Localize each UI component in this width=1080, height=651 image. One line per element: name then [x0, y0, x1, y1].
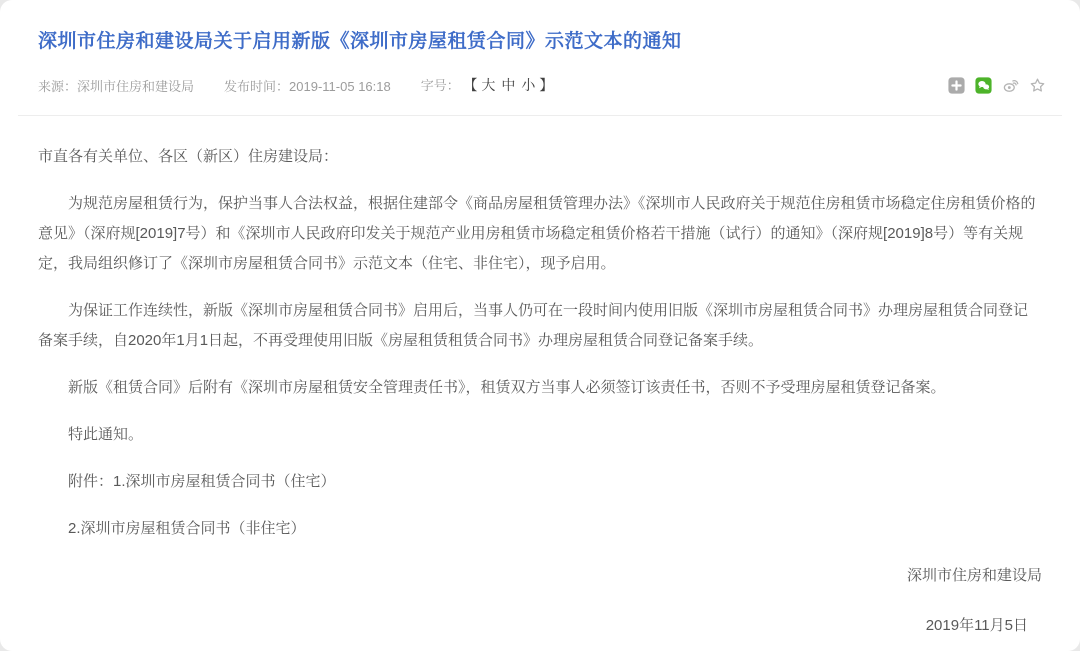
salutation: 市直各有关单位、各区（新区）住房建设局： [38, 148, 339, 165]
signature: 深圳市住房和建设局 [906, 567, 1042, 584]
paragraph-2: 为保证工作连续性，新版《深圳市房屋租赁合同书》启用后，当事人仍可在一段时间内使用旧版《深圳市房屋租赁合同书》办理房屋租赁合同登记备案手续，自2020年1月1日起，不再受理使用旧版《房屋租赁租赁合同书》办理房屋租赁合同登记备案手续。 [38, 302, 1029, 349]
paragraph-closing: 特此通知。 [68, 426, 144, 443]
meta-source [38, 76, 194, 95]
wechat-icon[interactable] [975, 77, 992, 94]
fontsize-label: 字号： [420, 78, 460, 93]
attachment-2: 2.深圳市房屋租赁合同书（非住宅） [68, 520, 306, 537]
favorite-star-icon[interactable] [1029, 77, 1046, 94]
fontsize-bracket-close: 】 [539, 77, 556, 93]
article-body [0, 142, 1080, 641]
fontsize-small-button[interactable]: 小 [521, 77, 538, 93]
fontsize-controls [463, 77, 555, 93]
meta-row [0, 75, 1080, 95]
fontsize-large-button[interactable]: 大 [481, 77, 498, 93]
share-toolbar [938, 77, 1046, 94]
meta-publish-time [224, 76, 391, 95]
weibo-icon[interactable] [1002, 77, 1019, 94]
page-title: 深圳市住房和建设局关于启用新版《深圳市房屋租赁合同》示范文本的通知 [38, 31, 682, 52]
source-value: 深圳市住房和建设局 [77, 78, 195, 94]
publish-value: 2019-11-05 16:18 [289, 78, 391, 94]
share-plus-icon[interactable] [948, 77, 965, 94]
fontsize-medium-button[interactable]: 中 [501, 77, 518, 93]
meta-fontsize [421, 75, 556, 95]
notice-date: 2019年11月5日 [925, 617, 1028, 634]
paragraph-3: 新版《租赁合同》后附有《深圳市房屋租赁安全管理责任书》，租赁双方当事人必须签订该责任书，否则不予受理房屋租赁登记备案。 [68, 379, 946, 396]
fontsize-bracket-open: 【 [463, 77, 480, 93]
meta-info [38, 75, 585, 95]
source-label: 来源： [38, 78, 78, 94]
publish-label: 发布时间： [224, 78, 290, 94]
attachment-1: 附件：1.深圳市房屋租赁合同书（住宅） [68, 473, 336, 490]
header-divider [18, 115, 1062, 116]
paragraph-1: 为规范房屋租赁行为，保护当事人合法权益，根据住建部令《商品房屋租赁管理办法》《深圳市人民政府关于规范住房租赁市场稳定住房租赁价格的意见》（深府规[2019]7号）和《深圳市人民政府印发关于规范产业用房租赁市场稳定租赁价格若干措施（试行）的通知》（深府规[2019]8号）等有关规定，我局组织修订了《深圳市房屋租赁合同书》示范文本（住宅、非住宅），现予启用。 [38, 195, 1036, 272]
